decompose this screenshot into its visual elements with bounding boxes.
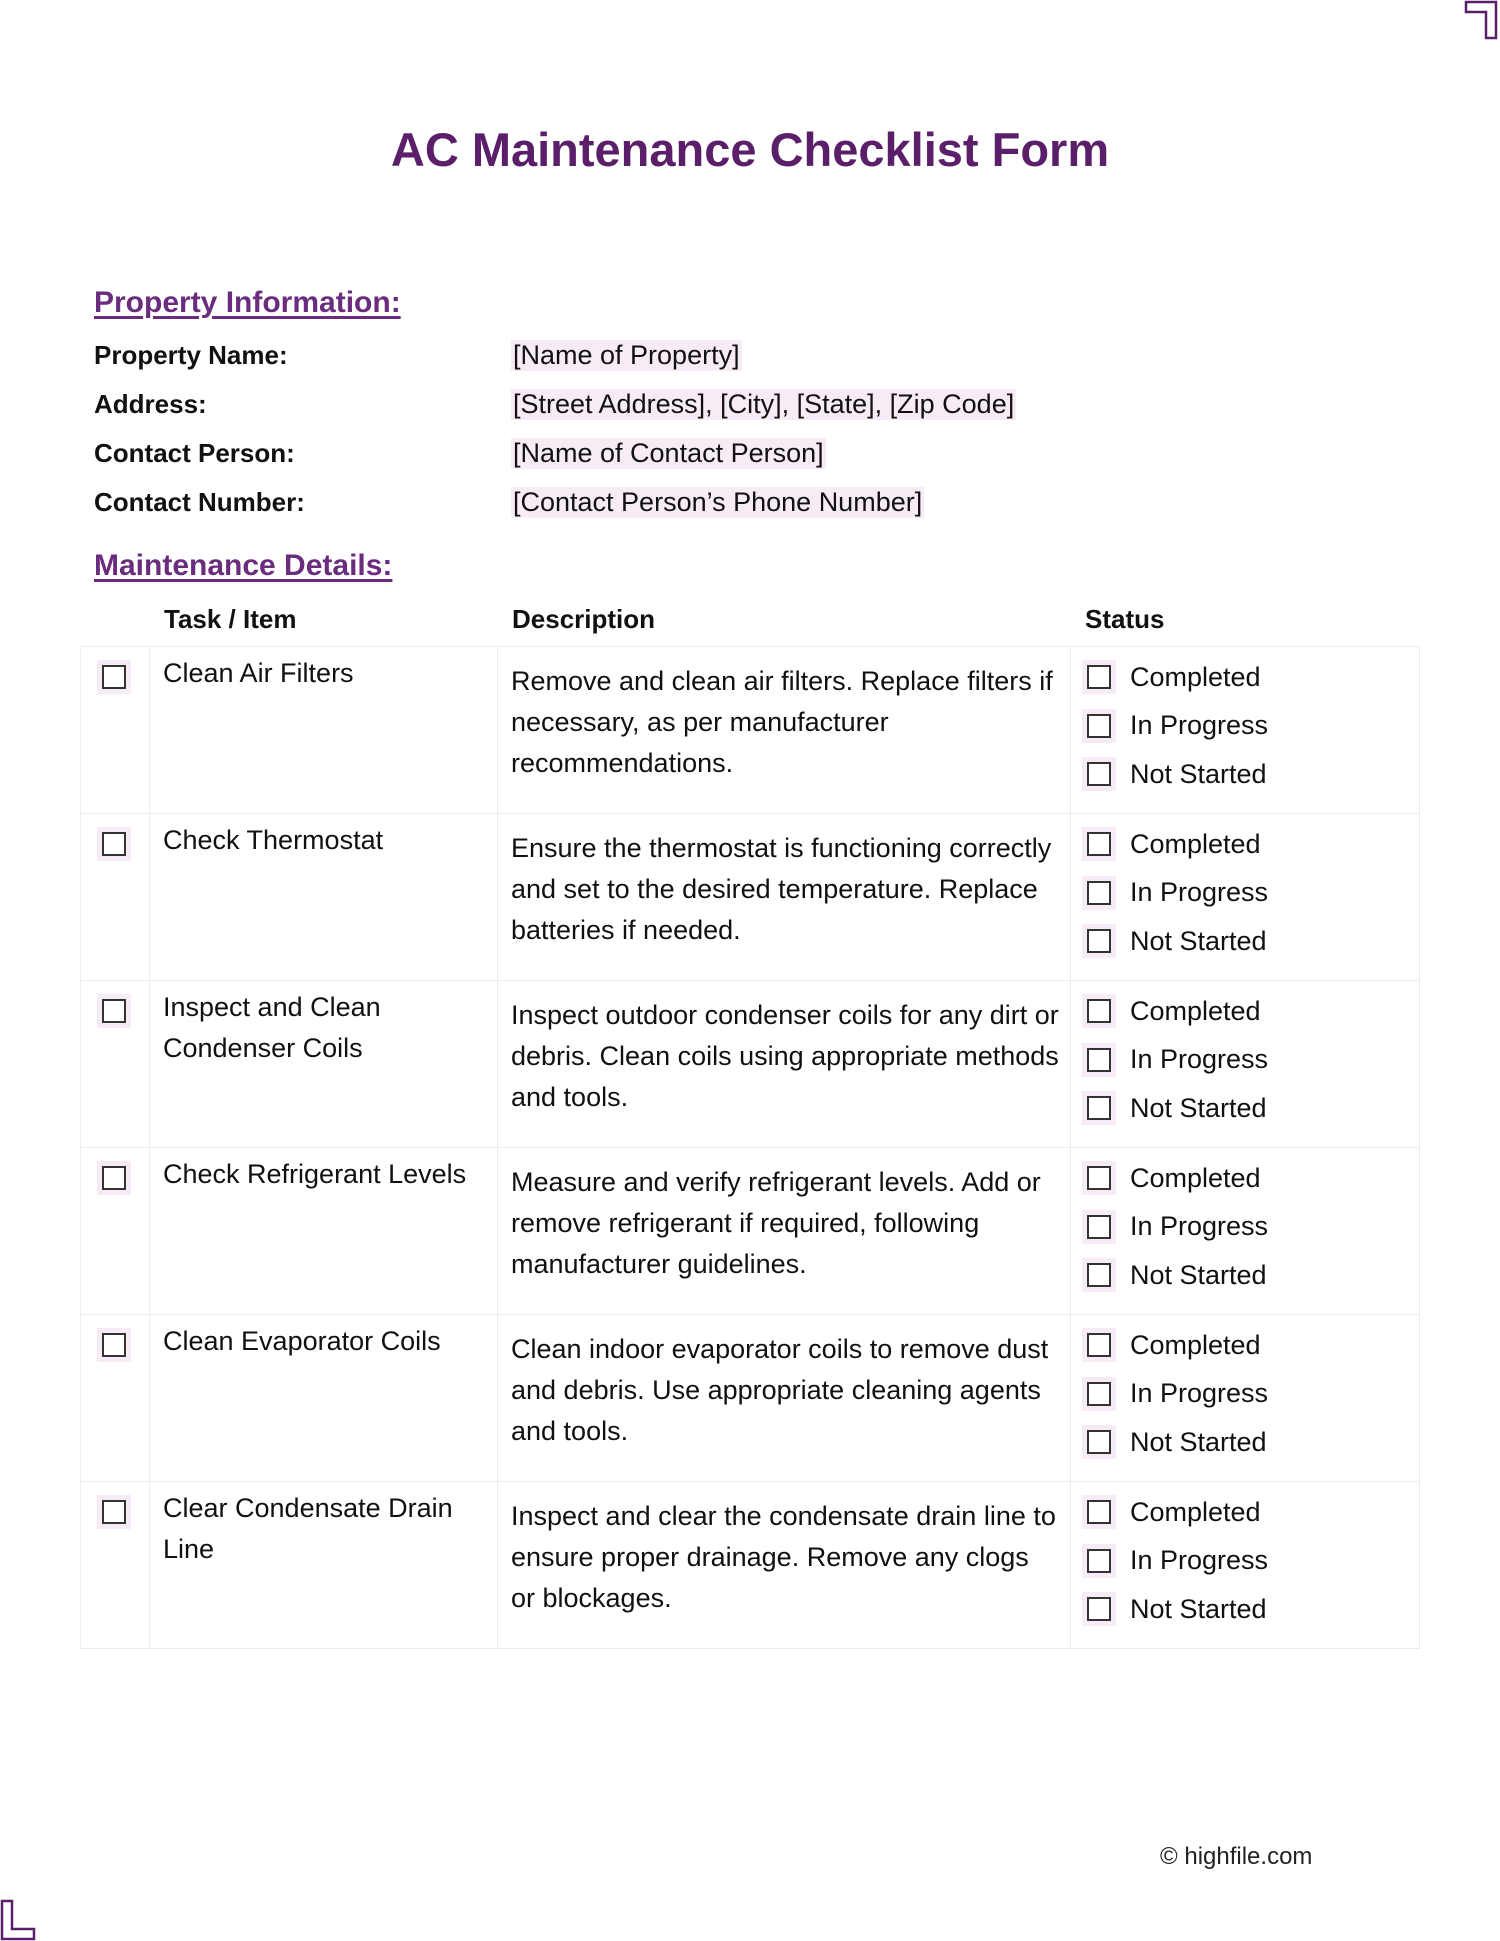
status-label: Completed — [1130, 1162, 1261, 1193]
task-name: Clean Air Filters — [163, 658, 354, 688]
address-label: Address: — [94, 389, 207, 419]
status-checkbox[interactable] — [1087, 1263, 1111, 1287]
status-options — [1071, 981, 1419, 1133]
column-header-description: Description — [512, 604, 656, 634]
status-completed[interactable] — [1087, 653, 1419, 702]
status-label: Not Started — [1130, 1426, 1267, 1457]
status-not-started[interactable] — [1087, 917, 1419, 966]
status-checkbox[interactable] — [1087, 999, 1111, 1023]
status-label: Completed — [1130, 828, 1261, 859]
column-header-task: Task / Item — [164, 604, 297, 634]
status-completed[interactable] — [1087, 1488, 1419, 1537]
status-completed[interactable] — [1087, 820, 1419, 869]
status-completed[interactable] — [1087, 1154, 1419, 1203]
status-label: In Progress — [1130, 1545, 1269, 1576]
task-description: Ensure the thermostat is functioning correctly and set to the desired temperature. Replace batteries if needed. — [511, 833, 1052, 945]
corner-bracket-bottom-left-icon — [0, 1899, 40, 1941]
status-not-started[interactable] — [1087, 1084, 1419, 1133]
status-not-started[interactable] — [1087, 1585, 1419, 1634]
contact-number-field[interactable]: [Contact Person’s Phone Number] — [513, 487, 923, 517]
status-not-started[interactable] — [1087, 750, 1419, 799]
table-row — [81, 1482, 1420, 1649]
status-options — [1071, 1482, 1419, 1634]
status-label: Not Started — [1130, 1593, 1267, 1624]
status-checkbox[interactable] — [1087, 1549, 1111, 1573]
status-checkbox[interactable] — [1087, 762, 1111, 786]
status-checkbox[interactable] — [1087, 881, 1111, 905]
task-description: Inspect and clear the condensate drain line to ensure proper drainage. Remove any clogs or blockages. — [511, 1501, 1056, 1613]
property-info-heading: Property Information: — [94, 286, 401, 319]
task-description: Measure and verify refrigerant levels. Add or remove refrigerant if required, following manufacturer guidelines. — [511, 1167, 1041, 1279]
task-description: Clean indoor evaporator coils to remove dust and debris. Use appropriate cleaning agents and tools. — [511, 1334, 1049, 1446]
property-name-label: Property Name: — [94, 340, 288, 370]
status-label: In Progress — [1130, 877, 1269, 908]
status-label: Not Started — [1130, 758, 1267, 789]
status-label: Not Started — [1130, 925, 1267, 956]
status-checkbox[interactable] — [1087, 1500, 1111, 1524]
status-label: Completed — [1130, 1496, 1261, 1527]
status-label: Completed — [1130, 995, 1261, 1026]
task-name: Clear Condensate Drain Line — [163, 1493, 453, 1564]
status-checkbox[interactable] — [1087, 1333, 1111, 1357]
corner-bracket-top-right-icon — [1460, 0, 1500, 42]
task-checkbox[interactable] — [102, 999, 126, 1023]
status-label: Completed — [1130, 661, 1261, 692]
status-checkbox[interactable] — [1087, 1430, 1111, 1454]
status-not-started[interactable] — [1087, 1418, 1419, 1467]
status-checkbox[interactable] — [1087, 714, 1111, 738]
task-name: Inspect and Clean Condenser Coils — [163, 992, 381, 1063]
status-label: Not Started — [1130, 1259, 1267, 1290]
page-title: AC Maintenance Checklist Form — [390, 123, 1110, 176]
table-row — [81, 814, 1420, 981]
status-checkbox[interactable] — [1087, 665, 1111, 689]
status-checkbox[interactable] — [1087, 1215, 1111, 1239]
status-checkbox[interactable] — [1087, 929, 1111, 953]
status-options — [1071, 647, 1419, 799]
task-checkbox[interactable] — [102, 832, 126, 856]
task-name: Check Refrigerant Levels — [163, 1159, 467, 1189]
status-label: Not Started — [1130, 1092, 1267, 1123]
status-checkbox[interactable] — [1087, 1166, 1111, 1190]
contact-number-label: Contact Number: — [94, 487, 305, 517]
task-name: Check Thermostat — [163, 825, 384, 855]
status-completed[interactable] — [1087, 1321, 1419, 1370]
status-checkbox[interactable] — [1087, 1048, 1111, 1072]
property-name-field[interactable]: [Name of Property] — [513, 340, 740, 370]
status-not-started[interactable] — [1087, 1251, 1419, 1300]
contact-person-field[interactable]: [Name of Contact Person] — [513, 438, 824, 468]
task-description: Remove and clean air filters. Replace filters if necessary, as per manufacturer recommendations. — [511, 666, 1053, 778]
task-name: Clean Evaporator Coils — [163, 1326, 441, 1356]
status-in-progress[interactable] — [1087, 1537, 1419, 1586]
task-checkbox[interactable] — [102, 1333, 126, 1357]
task-description: Inspect outdoor condenser coils for any dirt or debris. Clean coils using appropriate methods and tools. — [511, 1000, 1059, 1112]
status-label: In Progress — [1130, 710, 1269, 741]
table-row — [81, 647, 1420, 814]
status-label: In Progress — [1130, 1378, 1269, 1409]
task-checkbox[interactable] — [102, 665, 126, 689]
status-options — [1071, 1148, 1419, 1300]
table-row — [81, 1315, 1420, 1482]
status-label: In Progress — [1130, 1211, 1269, 1242]
maintenance-details-heading: Maintenance Details: — [94, 549, 393, 582]
status-in-progress[interactable] — [1087, 1370, 1419, 1419]
status-label: Completed — [1130, 1329, 1261, 1360]
task-checkbox[interactable] — [102, 1500, 126, 1524]
status-label: In Progress — [1130, 1044, 1269, 1075]
column-header-status: Status — [1085, 604, 1165, 634]
maintenance-table — [80, 646, 1420, 1649]
contact-person-label: Contact Person: — [94, 438, 295, 468]
status-in-progress[interactable] — [1087, 869, 1419, 918]
task-checkbox[interactable] — [102, 1166, 126, 1190]
status-checkbox[interactable] — [1087, 832, 1111, 856]
status-checkbox[interactable] — [1087, 1096, 1111, 1120]
status-in-progress[interactable] — [1087, 702, 1419, 751]
status-in-progress[interactable] — [1087, 1036, 1419, 1085]
footer-copyright: © highfile.com — [1160, 1843, 1313, 1870]
address-field[interactable]: [Street Address], [City], [State], [Zip Code] — [513, 389, 1015, 419]
status-checkbox[interactable] — [1087, 1382, 1111, 1406]
status-checkbox[interactable] — [1087, 1597, 1111, 1621]
status-in-progress[interactable] — [1087, 1203, 1419, 1252]
status-options — [1071, 1315, 1419, 1467]
table-row — [81, 981, 1420, 1148]
status-options — [1071, 814, 1419, 966]
table-row — [81, 1148, 1420, 1315]
status-completed[interactable] — [1087, 987, 1419, 1036]
